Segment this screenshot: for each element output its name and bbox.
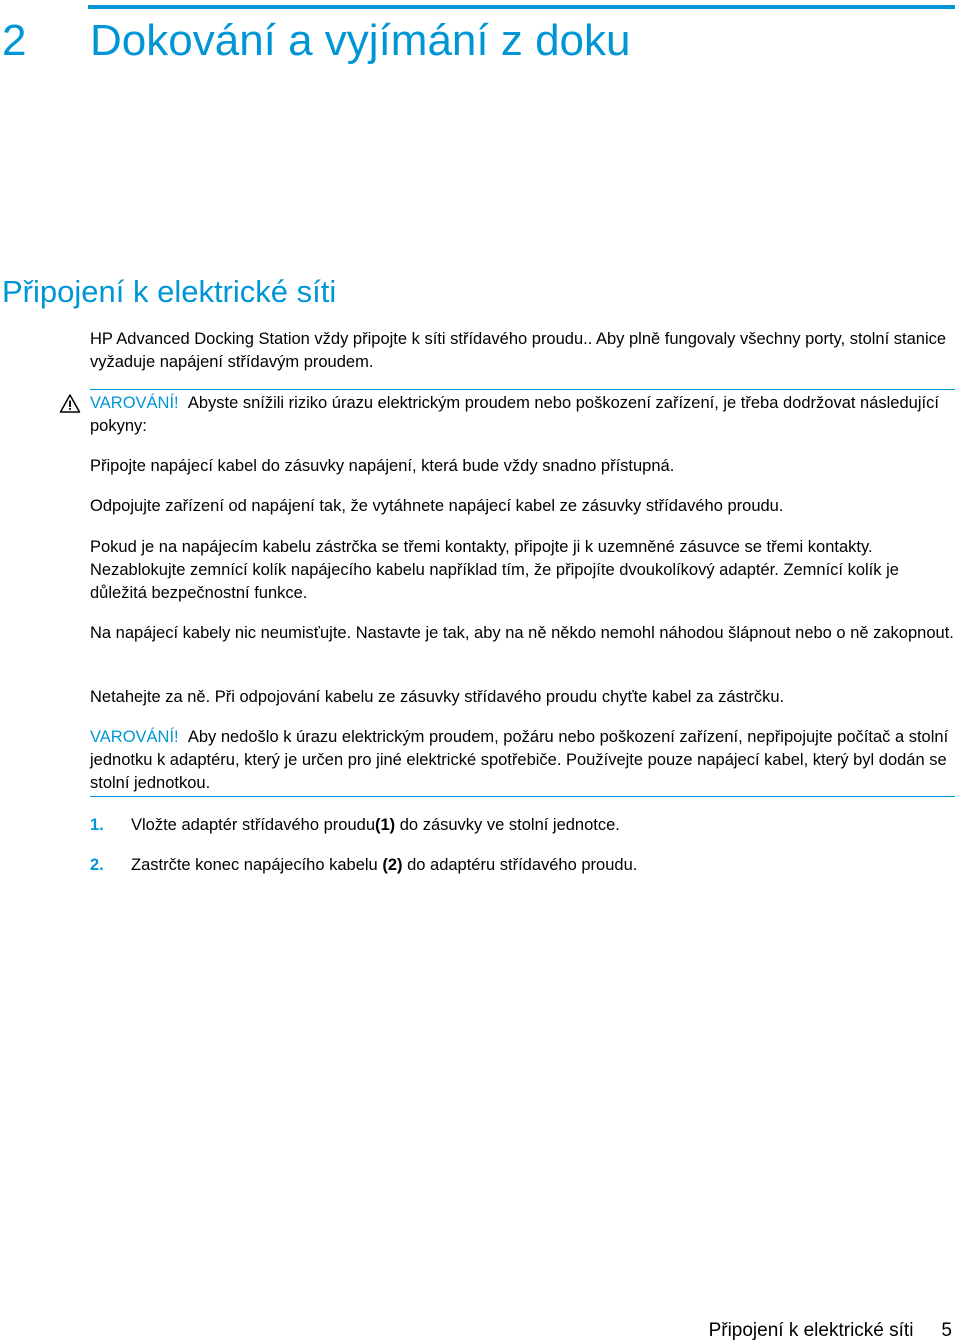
warning-paragraph-1 — [90, 392, 958, 438]
page-number: 5 — [941, 1320, 952, 1341]
chapter-title — [2, 13, 630, 69]
chapter-number: 2 — [2, 16, 27, 65]
step-1-callout: (1) — [375, 816, 396, 834]
step-1-text-before: Vložte adaptér střídavého proudu — [131, 816, 375, 834]
step-number-2: 2. — [90, 856, 104, 874]
warning-label-2: VAROVÁNÍ! — [90, 728, 179, 746]
step-text-2 — [131, 854, 951, 877]
warning-top-rule — [90, 389, 955, 390]
step-2-text-after: do adaptéru střídavého proudu. — [402, 856, 638, 874]
warning-item-4: Na napájecí kabely nic neumisťujte. Nastavte je tak, aby na ně někdo nemohl náhodou šlápnout nebo o ně zakopnout. — [90, 624, 954, 642]
warning-text-2: Aby nedošlo k úrazu elektrickým proudem, požáru nebo poškození zařízení, nepřipojujte počítač a stolní jednotku k adaptéru, který je určen pro jiné elektrické spotřebiče. Používejte pouze napájecí kabel, který byl dodán se stolní jednotkou. — [90, 728, 949, 792]
warning-label-1: VAROVÁNÍ! — [90, 394, 179, 412]
chapter-title-text: Dokování a vyjímání z doku — [90, 16, 631, 65]
step-number-1: 1. — [90, 816, 104, 834]
section-title: Připojení k elektrické síti — [2, 274, 337, 309]
step-1-text-after: do zásuvky ve stolní jednotce. — [395, 816, 620, 834]
warning-item-3: Pokud je na napájecím kabelu zástrčka se třemi kontakty, připojte ji k uzemněné zásuvce se třemi kontakty. Nezablokujte zemnící kolík napájecího kabelu například tím, že připojíte dvoukolíkový adaptér. Zemnící kolík je důležitá bezpečnostní funkce. — [90, 538, 899, 602]
page-footer — [709, 1318, 952, 1344]
warning-item-5: Netahejte za ně. Při odpojování kabelu ze zásuvky střídavého proudu chyťte kabel za zástrčku. — [90, 688, 785, 706]
step-2-callout: (2) — [382, 856, 403, 874]
warning-bottom-rule — [90, 796, 955, 797]
step-2-text-before: Zastrčte konec napájecího kabelu — [131, 856, 383, 874]
warning-text-1: Abyste snížili riziko úrazu elektrickým proudem nebo poškození zařízení, je třeba dodržovat následující pokyny: — [90, 394, 939, 435]
step-text-1 — [131, 814, 951, 837]
intro-paragraph: HP Advanced Docking Station vždy připojte k síti střídavého proudu.. Aby plně fungovaly všechny porty, stolní stanice vyžaduje napájení střídavým proudem. — [90, 330, 947, 371]
warning-item-2: Odpojujte zařízení od napájení tak, že vytáhnete napájecí kabel ze zásuvky střídavého proudu. — [90, 497, 784, 515]
footer-section-title: Připojení k elektrické síti — [708, 1320, 914, 1341]
header-rule — [88, 5, 955, 9]
warning-paragraph-2 — [90, 726, 958, 795]
warning-item-1: Připojte napájecí kabel do zásuvky napájení, která bude vždy snadno přístupná. — [90, 457, 675, 475]
warning-triangle-icon — [59, 393, 81, 414]
